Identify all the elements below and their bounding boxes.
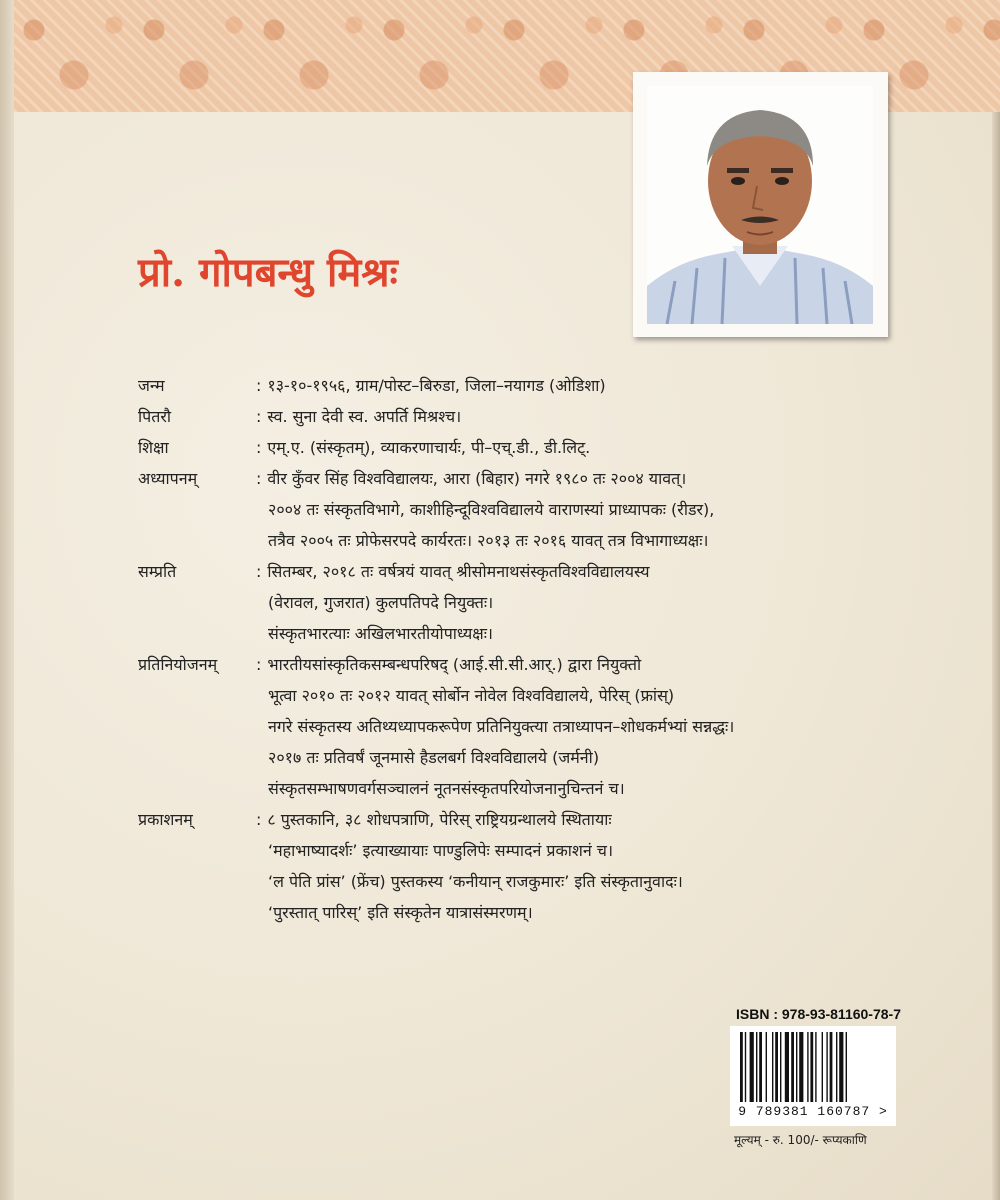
bio-row	[138, 804, 948, 835]
bio-text: २०१७ तः प्रतिवर्षं जूनमासे हैडलबर्ग विश्वविद्यालये (जर्मनी)	[268, 748, 600, 767]
bio-label	[138, 680, 256, 711]
bio-separator: :	[256, 655, 262, 674]
bio-separator: :	[256, 562, 262, 581]
bio-label: जन्म	[138, 376, 165, 395]
barcode-bar	[822, 1032, 823, 1102]
bio-row	[138, 680, 948, 711]
barcode-bar	[750, 1032, 754, 1102]
bio-text: ‘ल पेति प्रांस’ (फ्रेंच) पुस्तकस्य ‘कनीयान् राजकुमारः’ इति संस्कृतानुवादः।	[268, 872, 683, 891]
bio-text: नगरे संस्कृतस्य अतिथ्यध्यापकरूपेण प्रतिनियुक्त्या तत्राध्यापन–शोधकर्मभ्यां सन्नद्धः।	[268, 717, 735, 736]
bio-line	[256, 742, 948, 773]
bio-text: १३-१०-१९५६, ग्राम/पोस्ट–बिरुडा, जिला–नयागड (ओडिशा)	[267, 376, 606, 395]
bio-row	[138, 897, 948, 928]
bio-text: २००४ तः संस्कृतविभागे, काशीहिन्दूविश्वविद्यालये वाराणस्यां प्राध्यापकः (रीडर),	[268, 500, 715, 519]
author-portrait-image	[647, 86, 873, 324]
bio-line	[256, 711, 948, 742]
bio-line	[256, 804, 948, 835]
barcode	[730, 1026, 896, 1126]
bio-row	[138, 494, 948, 525]
bio-row	[138, 525, 948, 556]
bio-label: शिक्षा	[138, 438, 169, 457]
bio-separator: :	[256, 376, 262, 395]
author-name: प्रो. गोपबन्धु मिश्रः	[138, 249, 398, 296]
barcode-bar	[846, 1032, 847, 1102]
bio-text: स्व. सुना देवी स्व. अपर्ति मिश्रश्च।	[267, 407, 462, 426]
bio-text: संस्कृतसम्भाषणवर्गसञ्चालनं नूतनसंस्कृतपरियोजनानुचिन्तनं च।	[268, 779, 625, 798]
bio-label	[138, 587, 256, 618]
bio-line	[256, 525, 948, 556]
author-photo	[633, 72, 888, 337]
bio-row	[138, 463, 948, 494]
bio-text: सितम्बर, २०१८ तः वर्षत्रयं यावत् श्रीसोमनाथसंस्कृतविश्वविद्यालयस्य	[267, 562, 650, 581]
bio-label: प्रतिनियोजनम्	[138, 655, 218, 674]
bio-line	[256, 556, 948, 587]
barcode-bar	[745, 1032, 746, 1102]
bio-text: भूत्वा २०१० तः २०१२ यावत् सोर्बोन नोवेल विश्वविद्यालये, पेरिस् (फ्रांस्)	[268, 686, 675, 705]
price-label: मूल्यम् - रु. 100/- रूप्यकाणि	[734, 1133, 867, 1147]
barcode-bars	[740, 1032, 886, 1102]
bio-label	[138, 525, 256, 556]
bio-line	[256, 649, 948, 680]
barcode-bar	[799, 1032, 803, 1102]
bio-label	[138, 773, 256, 804]
bio-line	[256, 432, 948, 463]
bio-line	[256, 401, 948, 432]
barcode-bar	[756, 1032, 757, 1102]
bio-row	[138, 773, 948, 804]
bio-line	[256, 897, 948, 928]
bio-label	[138, 866, 256, 897]
bio-line	[256, 370, 948, 401]
barcode-bar	[796, 1032, 797, 1102]
bio-row	[138, 866, 948, 897]
bio-label	[138, 897, 256, 928]
bio-row	[138, 711, 948, 742]
bio-separator: :	[256, 438, 262, 457]
barcode-bar	[775, 1032, 778, 1102]
bio-text: ८ पुस्तकानि, ३८ शोधपत्राणि, पेरिस् राष्ट्रियग्रन्थालये स्थितायाः	[267, 810, 612, 829]
bio-text: (वेरावल, गुजरात) कुलपतिपदे नियुक्तः।	[268, 593, 494, 612]
barcode-bar	[836, 1032, 837, 1102]
cover-edge	[992, 0, 1000, 1200]
bio-line	[256, 866, 948, 897]
bio-label	[138, 494, 256, 525]
bio-label	[138, 742, 256, 773]
barcode-bar	[830, 1032, 833, 1102]
barcode-bar	[766, 1032, 767, 1102]
bio-separator: :	[256, 469, 262, 488]
isbn-label: ISBN : 978-93-81160-78-7	[736, 1006, 901, 1022]
bio-line	[256, 773, 948, 804]
bio-line	[256, 494, 948, 525]
barcode-bar	[791, 1032, 794, 1102]
bio-row	[138, 401, 948, 432]
bio-text: भारतीयसांस्कृतिकसम्बन्धपरिषद् (आई.सी.सी.आर्.) द्वारा नियुक्तो	[267, 655, 642, 674]
barcode-digits: 9 789381 160787 >	[738, 1104, 888, 1119]
bio-line	[256, 835, 948, 866]
bio-text: ‘पुरस्तात् पारिस्’ इति संस्कृतेन यात्रासंस्मरणम्।	[268, 903, 533, 922]
bio-row	[138, 835, 948, 866]
bio-row	[138, 742, 948, 773]
barcode-bar	[815, 1032, 816, 1102]
bio-label	[138, 835, 256, 866]
bio-line	[256, 680, 948, 711]
barcode-bar	[807, 1032, 808, 1102]
barcode-bar	[785, 1032, 789, 1102]
bio-text: ‘महाभाष्यादर्शः’ इत्याख्यायाः पाण्डुलिपेः सम्पादनं प्रकाशनं च।	[268, 841, 614, 860]
bio-row	[138, 587, 948, 618]
bio-row	[138, 370, 948, 401]
bio-text: संस्कृतभारत्याः अखिलभारतीयोपाध्यक्षः।	[268, 624, 493, 643]
bio-text: तत्रैव २००५ तः प्रोफेसरपदे कार्यरतः। २०१३ तः २०१६ यावत् तत्र विभागाध्यक्षः।	[268, 531, 709, 550]
bio-row	[138, 432, 948, 463]
bio-separator: :	[256, 407, 262, 426]
bio-separator: :	[256, 810, 262, 829]
barcode-bar	[740, 1032, 743, 1102]
barcode-bar	[810, 1032, 813, 1102]
bio-text: एम्.ए. (संस्कृतम्), व्याकरणाचार्यः, पी–एच्.डी., डी.लिट्.	[267, 438, 591, 457]
bio-row	[138, 556, 948, 587]
bio-line	[256, 587, 948, 618]
barcode-bar	[759, 1032, 762, 1102]
bio-label: प्रकाशनम्	[138, 810, 193, 829]
bio-label: सम्प्रति	[138, 562, 177, 581]
bio-text: वीर कुँवर सिंह विश्वविद्यालयः, आरा (बिहार) नगरे १९८० तः २००४ यावत्।	[267, 469, 687, 488]
spine-edge	[0, 0, 14, 1200]
bio-label	[138, 618, 256, 649]
barcode-bar	[826, 1032, 827, 1102]
bio-line	[256, 618, 948, 649]
bio-label: पितरौ	[138, 407, 172, 426]
bio-label	[138, 711, 256, 742]
bio-row	[138, 618, 948, 649]
author-bio	[138, 370, 948, 928]
bio-label: अध्यापनम्	[138, 469, 198, 488]
barcode-bar	[780, 1032, 781, 1102]
bio-line	[256, 463, 948, 494]
bio-row	[138, 649, 948, 680]
barcode-bar	[839, 1032, 843, 1102]
barcode-bar	[772, 1032, 773, 1102]
